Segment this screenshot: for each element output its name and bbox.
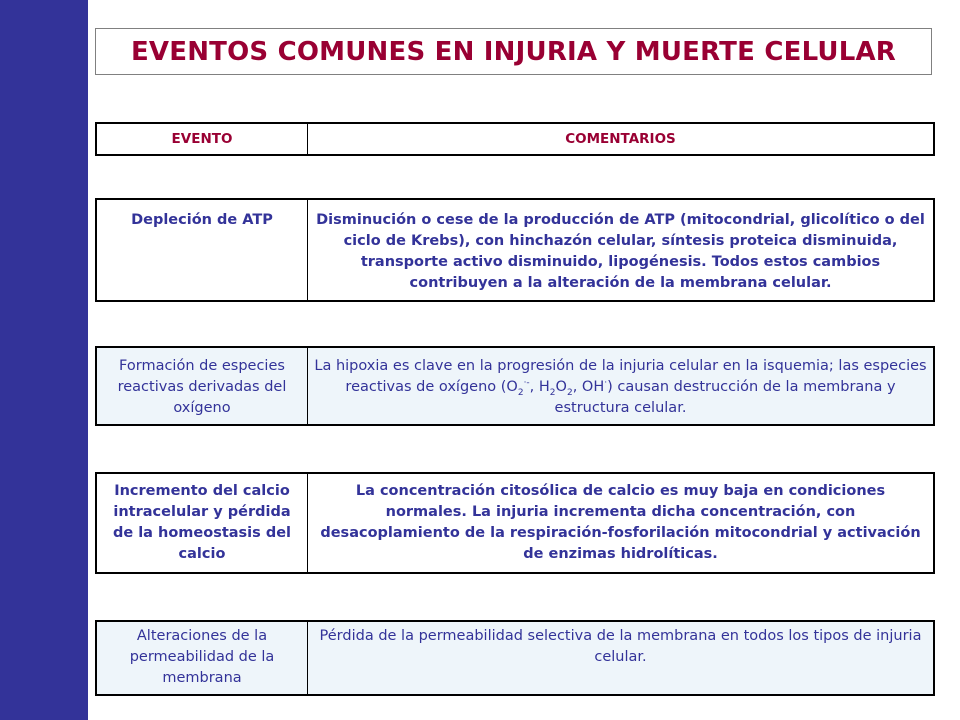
table-row <box>95 620 935 696</box>
header-comments-cell <box>308 124 933 154</box>
comment-part: La hipoxia es clave en la progresión de la injuria celular en la isquemia; las especies reactivas de oxígeno (O <box>314 358 927 395</box>
comment-text: Pérdida de la permeabilidad selectiva de la membrana en todos los tipos de injuria celular. <box>319 628 922 665</box>
comment-part: , OH <box>572 379 605 395</box>
comment-cell <box>308 348 933 424</box>
header-event-label: EVENTO <box>171 130 233 147</box>
slide-sidebar-band <box>0 0 88 720</box>
comment-cell <box>308 474 933 572</box>
table-row <box>95 198 935 302</box>
title-box <box>95 28 932 75</box>
event-label: Incremento del calcio intracelular y pérdida de la homeostasis del calcio <box>112 483 292 562</box>
comment-text <box>314 356 927 419</box>
header-comments-label: COMENTARIOS <box>565 130 676 147</box>
table-header <box>95 122 935 156</box>
comment-text: Disminución o cese de la producción de ATP (mitocondrial, glicolítico o del ciclo de Krebs), con hinchazón celular, síntesis proteica disminuida, transporte activo disminuido, lipogénesis. Todos estos cambios contribuyen a la alteración de la membrana celular. <box>316 212 925 291</box>
table-row <box>95 472 935 574</box>
subscript: 2 <box>517 387 524 398</box>
subscript: 2 <box>549 387 556 398</box>
event-cell <box>97 474 308 572</box>
event-label: Alteraciones de la permeabilidad de la membrana <box>129 628 275 686</box>
event-label: Depleción de ATP <box>131 212 273 228</box>
event-cell <box>97 200 308 300</box>
comment-text: La concentración citosólica de calcio es muy baja en condiciones normales. La injuria incrementa dicha concentración, con desacoplamiento de la respiración-fosforilación mitocondrial y activación de enzimas hidrolíticas. <box>320 483 921 562</box>
comment-part: O <box>555 379 567 395</box>
table-row <box>95 346 935 426</box>
comment-cell <box>308 200 933 300</box>
event-cell <box>97 622 308 694</box>
subscript: 2 <box>566 387 573 398</box>
comment-part: , H <box>529 379 550 395</box>
header-event-cell <box>97 124 308 154</box>
comment-part: ) causan destrucción de la membrana y estructura celular. <box>554 379 896 416</box>
superscript: · <box>604 378 608 389</box>
event-cell <box>97 348 308 424</box>
page-title: EVENTOS COMUNES EN INJURIA Y MUERTE CELULAR <box>130 36 897 67</box>
superscript: ·- <box>523 378 530 389</box>
comment-cell <box>308 622 933 694</box>
event-label: Formación de especies reactivas derivadas del oxígeno <box>117 358 287 416</box>
